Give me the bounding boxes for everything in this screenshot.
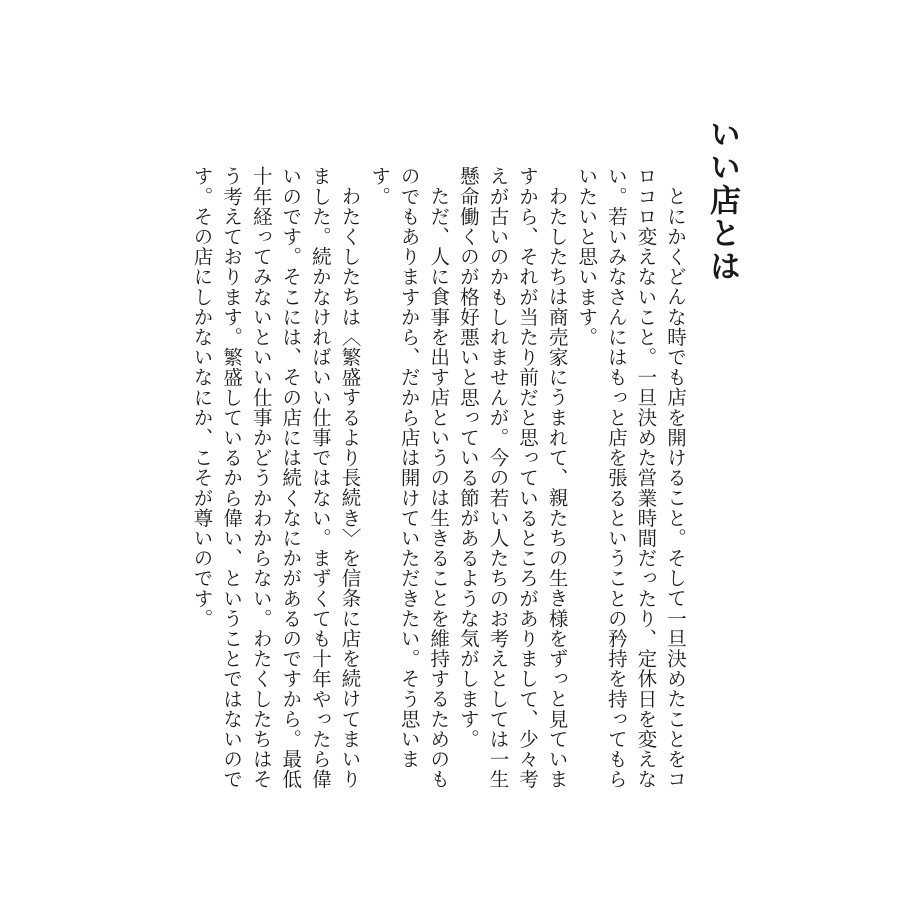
paragraph: わたしたちは商売家にうまれて、親たちの生き様をずっと見ていますから、それが当たり前だと思っているところがありまして、少々考えが古いのかもしれませんが。今の若い人たちのお考えとしては一生懸命働くのが格好悪いと思っている節があるような気がします。 bbox=[456, 166, 569, 790]
body-text bbox=[190, 166, 690, 806]
paragraph: わたくしたちは〈繁盛するより長続き〉を信条に店を続けてまいりました。続かなければいい仕事ではない。まずくても十年やったら偉いのです。そこには、その店には続くなにかがあるのですから。最低十年経ってみないといい仕事かどうかわからない。わたくしたちはそう考えております。繁盛しているから偉い、ということではないのです。その店にしかないなにか、こそが尊いのです。 bbox=[190, 166, 362, 790]
page-title: いい店とは bbox=[704, 118, 740, 283]
paragraph: ただ、人に食事を出す店というのは生きることを維持するためのものでもありますから、だから店は開けていただきたい。そう思います。 bbox=[368, 166, 451, 789]
paragraph: とにかくどんな時でも店を開けること。そして一旦決めたことをコロコロ変えないこと。一旦決めた営業時間だったり、定休日を変えない。若いみなさんにはもっと店を張るということの矜持を持ってもらいたいと思います。 bbox=[575, 166, 687, 790]
